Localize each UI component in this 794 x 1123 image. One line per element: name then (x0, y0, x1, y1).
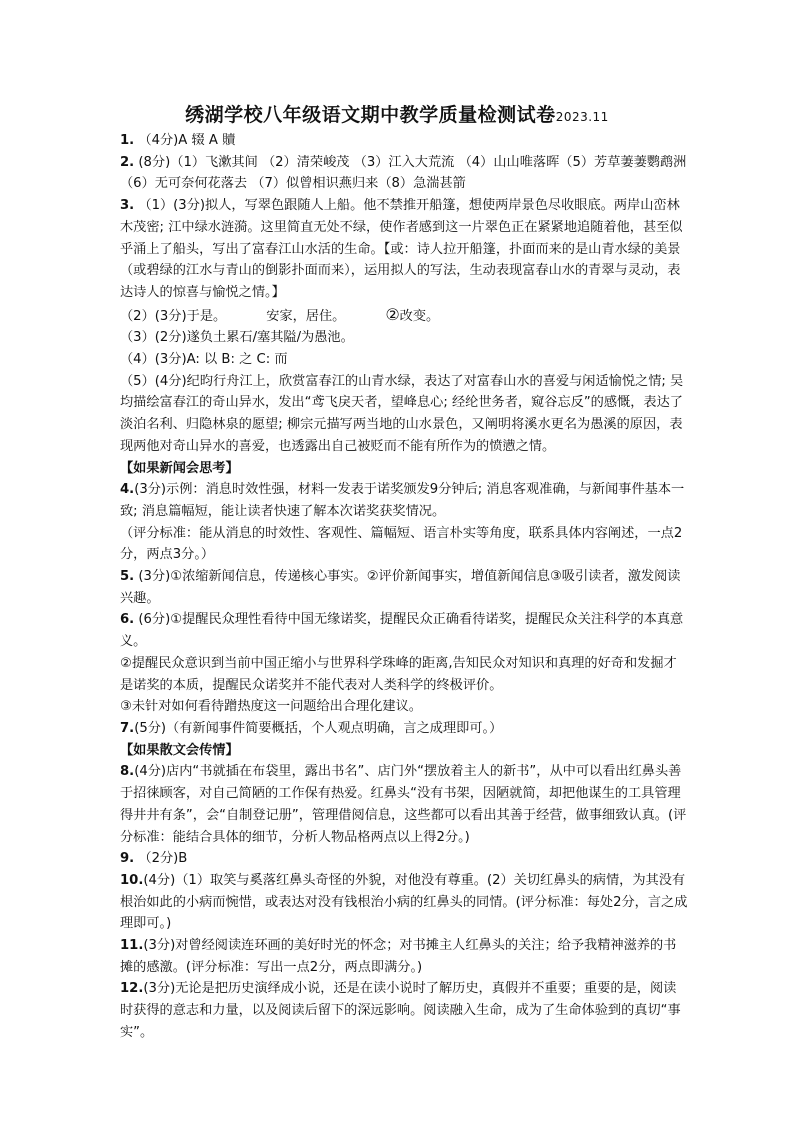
q11-number: 11. (120, 938, 144, 954)
page-title (0, 100, 794, 127)
title-text: 绣湖学校八年级语文期中教学质量检测试卷 (185, 104, 556, 126)
q3-part2-b: 安家，居住。 (266, 308, 346, 324)
answer-q3-part5: （5）(4分)纪昀行舟江上，欣赏富春江的山青水绿，表达了对富春山水的喜爱与闲适愉悦之情; 吴均描绘富春江的奇山异水，发出“鸢飞戾天者，望峰息心; 经纶世务者，窥谷忘反”的感慨，表达了淡泊名利、归隐林泉的愿望; 柳宗元描写两当地的山水景色，又阐明将溪水更名为愚溪的原因，表现两他对奇山异水的喜爱，也透露出自己被贬而不能有所作为的愤懑之情。 (120, 373, 684, 454)
answer-q10 (120, 870, 688, 935)
answer-q4-criteria: （评分标准：能从消息的时效性、客观性、篇幅短、语言朴实等角度，联系具体内容阐述，一点2分，两点3分。） (120, 525, 683, 563)
q6-text: (6分)①提醒民众理性看待中国无缘诺奖，提醒民众正确看待诺奖，提醒民众关注科学的本真意义。 (120, 612, 684, 650)
answer-q6-part2: ②提醒民众意识到当前中国正缩小与世界科学珠峰的距离,告知民众对知识和真理的好奇和发掘才是诺奖的本质，提醒民众诺奖并不能代表对人类科学的终极评价。 (120, 655, 677, 693)
q3-part2-c: ② (385, 304, 400, 324)
q9-text: （2分)B (138, 851, 188, 867)
q10-number: 10. (120, 872, 144, 888)
answer-q3-part4: （4）(3分)A: 以 B: 之 C: 而 (120, 352, 288, 368)
answer-q12 (120, 978, 688, 1043)
q12-text: (3分)无论是把历史演绎成小说，还是在读小说时了解历史，真假并不重要；重要的是，阅读时获得的意志和力量，以及阅读后留下的深远影响。阅读融入生命，成为了生命体验到的真切“事实”。 (120, 981, 681, 1040)
q8-text: (4分)店内“书就插在布袋里，露出书名”、店门外“摆放着主人的新书”，从中可以看出红鼻头善于招徕顾客，对自己简陋的工作保有热爱。红鼻头“没有书架，因陋就简，却把他谋生的工具管理得井井有条”，会“自制登记册”，管理借阅信息，这些都可以看出其善于经营，做事细致认真。(评分标准：能结合具体的细节，分析人物品格两点以上得2分。) (120, 764, 687, 845)
q2-text: (8分)（1）飞漱其间 （2）清荣峻茂 （3）江入大荒流 （4）山山唯落晖（5）芳草萋萋鹦鹉洲 （6）无可奈何花落去 （7）似曾相识燕归来（8）急湍甚箭 (120, 154, 687, 192)
q4-text: (3分)示例：消息时效性强，材料一发表于诺奖颁发9分钟后; 消息客观准确，与新闻事件基本一致; 消息篇幅短，能让读者快速了解本次诺奖获奖情况。 (120, 482, 685, 519)
q10-text: (4分)（1）取笑与奚落红鼻头奇怪的外貌，对他没有尊重。(2）关切红鼻头的病情，为其没有根治如此的小病而惋惜，或表达对没有钱根治小病的红鼻头的同情。(评分标准：每处2分，言之成理即可。) (120, 872, 688, 932)
answer-q3-part3: （3）(2分)遂负土累石/塞其隘/为愚池。 (120, 330, 354, 346)
answer-q3-part2 (120, 304, 688, 328)
q5-text: (3分)①浓缩新闻信息，传递核心事实。②评价新闻事实，增值新闻信息③吸引读者，激发阅读兴趣。 (120, 569, 681, 606)
q3-part2-d: 改变。 (399, 308, 440, 324)
answer-q3-part1 (120, 195, 688, 304)
title-date: 2023.11 (555, 110, 609, 124)
section-heading-essay: 【如果散文会传情】 (120, 742, 239, 758)
q8-number: 8. (120, 764, 135, 780)
answer-q2 (120, 152, 688, 195)
q3-part2-a: （2）(3分)于是。 (120, 308, 227, 324)
q1-text: （4分)A 辍 A 贖 (138, 133, 236, 148)
answer-q9 (120, 848, 688, 870)
answer-q11 (120, 935, 688, 978)
q5-number: 5. (120, 569, 135, 585)
q9-number: 9. (120, 851, 135, 867)
q4-number: 4. (120, 482, 135, 498)
q6-number: 6. (120, 612, 135, 628)
answer-q5 (120, 566, 688, 609)
q3-part1-text: （1）(3分)拟人，写翠色跟随人上船。他不禁推开船篷，想使两岸景色尽收眼底。两岸山峦林木茂密; 江中绿水涟漪。这里简直无处不绿，使作者感到这一片翠色正在紧紧地追随着他，甚至似乎涌上了船头，写出了富春江山水活的生命。【或：诗人拉开船篷，扑面而来的是山青水绿的美景（或碧绿的江水与青山的倒影扑面而来），运用拟人的写法，生动表现富春山水的青翠与灵动，表达诗人的惊喜与愉悦之情。】 (120, 198, 683, 300)
answer-q1 (120, 130, 688, 152)
answer-q6 (120, 609, 688, 652)
q12-number: 12. (120, 981, 144, 997)
section-heading-news: 【如果新闻会思考】 (120, 460, 239, 476)
q7-text: (5分)（有新闻事件简要概括，个人观点明确，言之成理即可。） (134, 720, 503, 736)
answer-q8 (120, 761, 688, 848)
answer-q4 (120, 479, 688, 522)
answer-content (120, 130, 688, 1044)
q11-text: (3分)对曾经阅读连环画的美好时光的怀念；对书摊主人红鼻头的关注；给予我精神滋养的书摊的感激。(评分标准：写出一点2分，两点即满分。) (120, 938, 677, 975)
answer-q7 (120, 718, 688, 740)
q2-number: 2. (120, 154, 135, 170)
q7-number: 7. (120, 720, 135, 736)
q3-number: 3. (120, 198, 135, 214)
answer-q6-part3: ③未针对如何看待蹭热度这一问题给出合理化建议。 (120, 699, 422, 715)
q1-number: 1. (120, 133, 135, 148)
